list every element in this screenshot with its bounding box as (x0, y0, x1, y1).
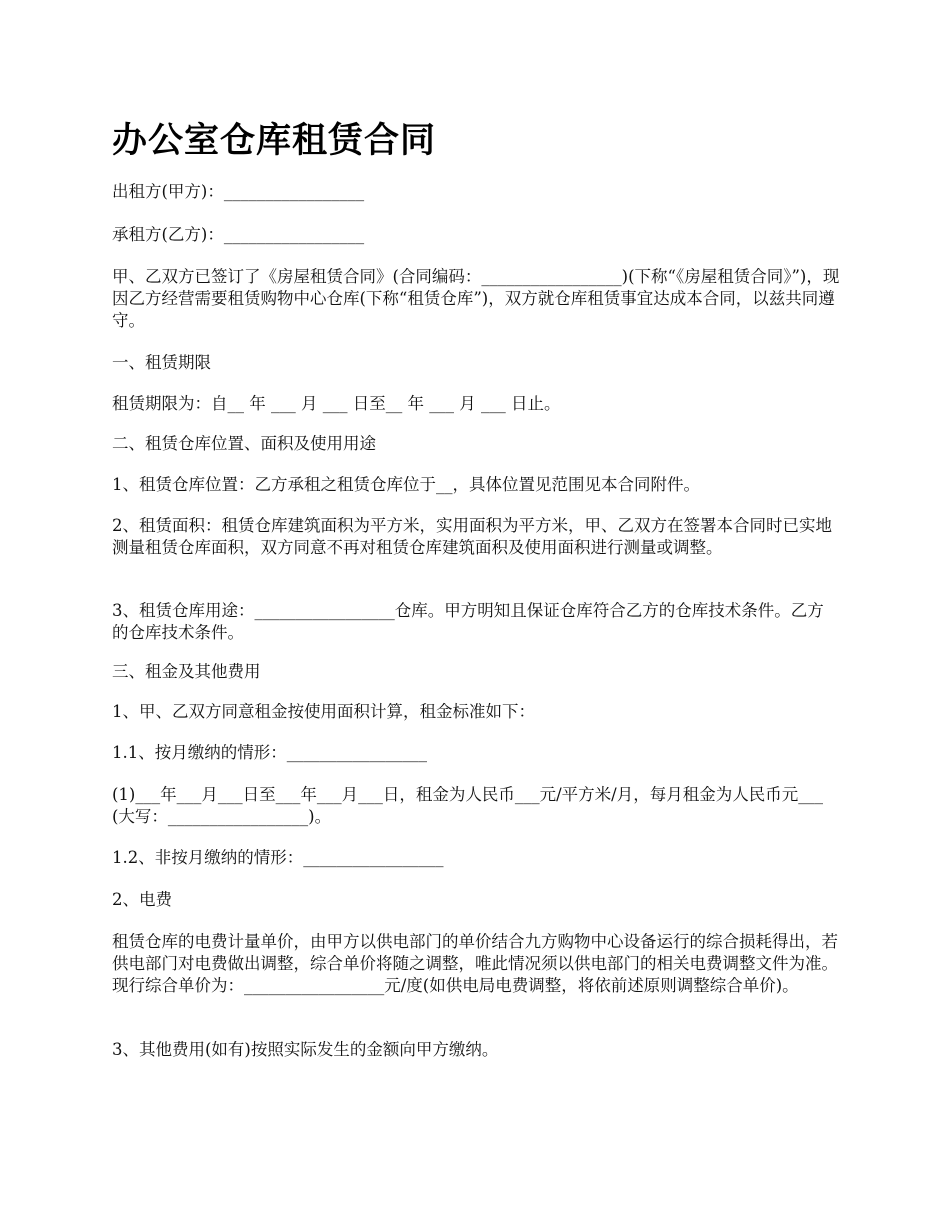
section-heading-lease-term: 一、租赁期限 (112, 353, 211, 372)
lessor-line: 出租方(甲方)：_________________ (112, 182, 365, 201)
electricity-heading: 2、电费 (112, 890, 172, 909)
section-heading-location: 二、租赁仓库位置、面积及使用用途 (112, 434, 376, 453)
other-fees-paragraph: 3、其他费用(如有)按照实际发生的金额向甲方缴纳。 (112, 1040, 499, 1059)
electricity-paragraph: 租赁仓库的电费计量单价，由甲方以供电部门的单价结合九方购物中心设备运行的综合损耗得出，若供电部门对电费做出调整，综合单价将随之调整，唯此情况须以供电部门的相关电费调整文件为准。现行综合单价为：_________________元/度(如供电局电费调整，将依前述原则调整综合单价)。 (112, 932, 838, 995)
lease-term-paragraph: 租赁期限为：自__ 年 ___ 月 ___ 日至__ 年 ___ 月 ___ 日止。 (112, 394, 561, 413)
monthly-payment-line: 1.1、按月缴纳的情形：_________________ (112, 743, 427, 762)
preamble-paragraph: 甲、乙双方已签订了《房屋租赁合同》(合同编码：_________________)(下称“《房屋租赁合同》”)，现因乙方经营需要租赁购物中心仓库(下称“租赁仓库”)，双方就仓库租赁事宜达成本合同，以兹共同遵守。 (112, 267, 840, 330)
usage-paragraph: 3、租赁仓库用途：_________________仓库。甲方明知且保证仓库符合乙方的仓库技术条件。乙方的仓库技术条件。 (112, 601, 824, 642)
section-heading-rent: 三、租金及其他费用 (112, 662, 261, 681)
rent-standard-paragraph: 1、甲、乙双方同意租金按使用面积计算，租金标准如下： (112, 702, 535, 721)
area-paragraph: 2、租赁面积：租赁仓库建筑面积为平方米，实用面积为平方米，甲、乙双方在签署本合同时已实地测量租赁仓库面积，双方同意不再对租赁仓库建筑面积及使用面积进行测量或调整。 (112, 516, 832, 557)
location-paragraph: 1、租赁仓库位置：乙方承租之租赁仓库位于__，具体位置见范围见本合同附件。 (112, 475, 700, 494)
non-monthly-payment-line: 1.2、非按月缴纳的情形：_________________ (112, 848, 444, 867)
lessee-line: 承租方(乙方)：_________________ (112, 225, 365, 244)
rent-period-paragraph: (1)___年___月___日至___年___月___日，租金为人民币___元/平方米/月，每月租金为人民币元___(大写：_________________)。 (112, 785, 823, 826)
document-title: 办公室仓库租赁合同 (112, 121, 437, 161)
